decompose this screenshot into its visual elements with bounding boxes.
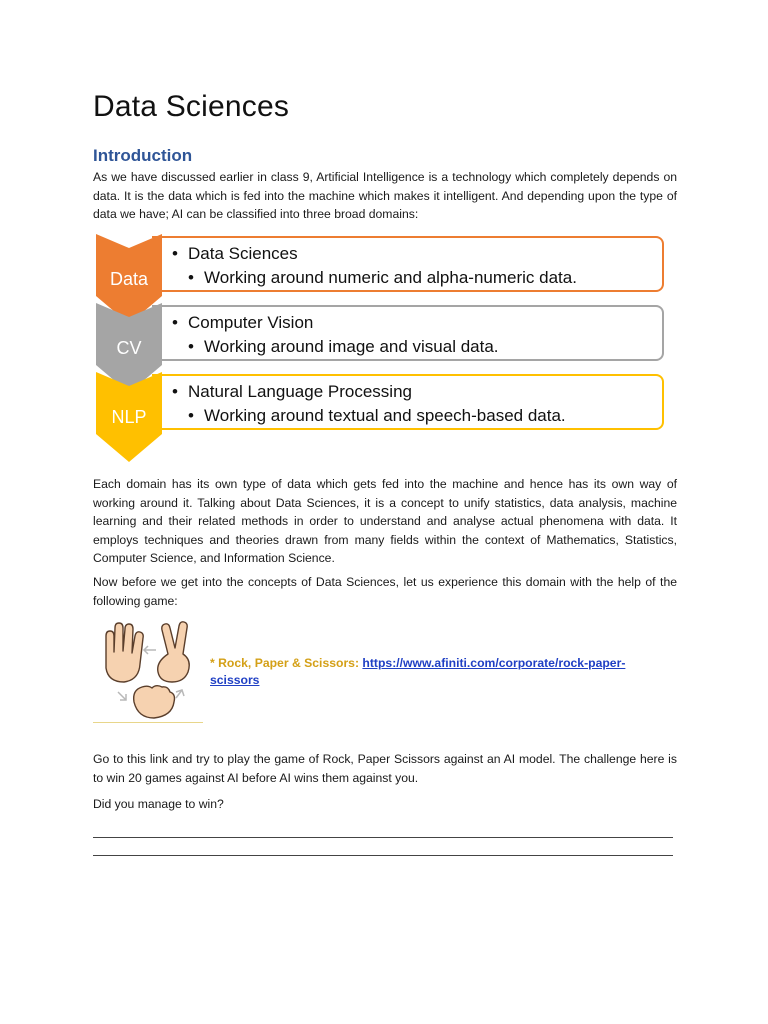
domain-detail-text: Working around textual and speech-based data. xyxy=(204,406,566,425)
domain-heading-text: Computer Vision xyxy=(188,313,314,332)
answer-line-1[interactable] xyxy=(93,837,673,838)
domain-heading: • Natural Language Processing xyxy=(172,382,412,401)
domain-detail-text: Working around image and visual data. xyxy=(204,337,499,356)
image-caption-rule xyxy=(93,722,203,723)
domain-row-nlp xyxy=(96,372,668,432)
game-label: * Rock, Paper & Scissors: xyxy=(210,656,360,670)
domains-paragraph: Each domain has its own type of data which gets fed into the machine and hence has its own way of working around it. Talking about Data Sciences, it is a concept to unify statistics, data analysis, machine learning and their related methods in order to understand and analyse actual phenomena with data. It employs techniques and theories drawn from many fields within the context of Mathematics, Statistics, Computer Science, and Information Science. xyxy=(93,477,677,565)
game-reference xyxy=(210,655,670,689)
domain-detail: • Working around numeric and alpha-numeric data. xyxy=(188,268,577,287)
domain-detail: • Working around textual and speech-based data. xyxy=(188,406,566,425)
domain-heading: • Data Sciences xyxy=(172,244,298,263)
domain-box xyxy=(152,305,664,361)
game-instructions-paragraph: Go to this link and try to play the game of Rock, Paper Scissors against an AI model. The challenge here is to win 20 games against AI before AI wins them against you. xyxy=(93,752,677,785)
domain-heading: • Computer Vision xyxy=(172,313,314,332)
rock-paper-scissors-hands-icon xyxy=(96,620,206,722)
domain-box xyxy=(152,374,664,430)
domain-heading-text: Natural Language Processing xyxy=(188,382,412,401)
answer-line-2[interactable] xyxy=(93,855,673,856)
domain-label-data: Data xyxy=(109,268,149,289)
game-intro-paragraph: Now before we get into the concepts of Data Sciences, let us experience this domain with the help of the following game: xyxy=(93,575,677,608)
domain-row-cv xyxy=(96,303,668,363)
question-text: Did you manage to win? xyxy=(93,797,224,811)
page-title: Data Sciences xyxy=(93,90,290,123)
domain-box xyxy=(152,236,664,292)
domain-heading-text: Data Sciences xyxy=(188,244,298,263)
domain-row-data xyxy=(96,234,668,294)
intro-paragraph: As we have discussed earlier in class 9, Artificial Intelligence is a technology which completely depends on data. It is the data which is fed into the machine which makes it intelligent. And depending upon the type of data we have; AI can be classified into three broad domains: xyxy=(93,170,677,221)
game-link[interactable]: https://www.afiniti.com/corporate/rock-paper-scissors xyxy=(210,656,626,687)
domain-label-nlp: NLP xyxy=(111,406,147,427)
domain-label-cv: CV xyxy=(116,337,142,358)
domain-detail: • Working around image and visual data. xyxy=(188,337,499,356)
ai-domains-diagram xyxy=(96,234,668,464)
section-heading-introduction: Introduction xyxy=(93,146,193,165)
domain-detail-text: Working around numeric and alpha-numeric data. xyxy=(204,268,577,287)
